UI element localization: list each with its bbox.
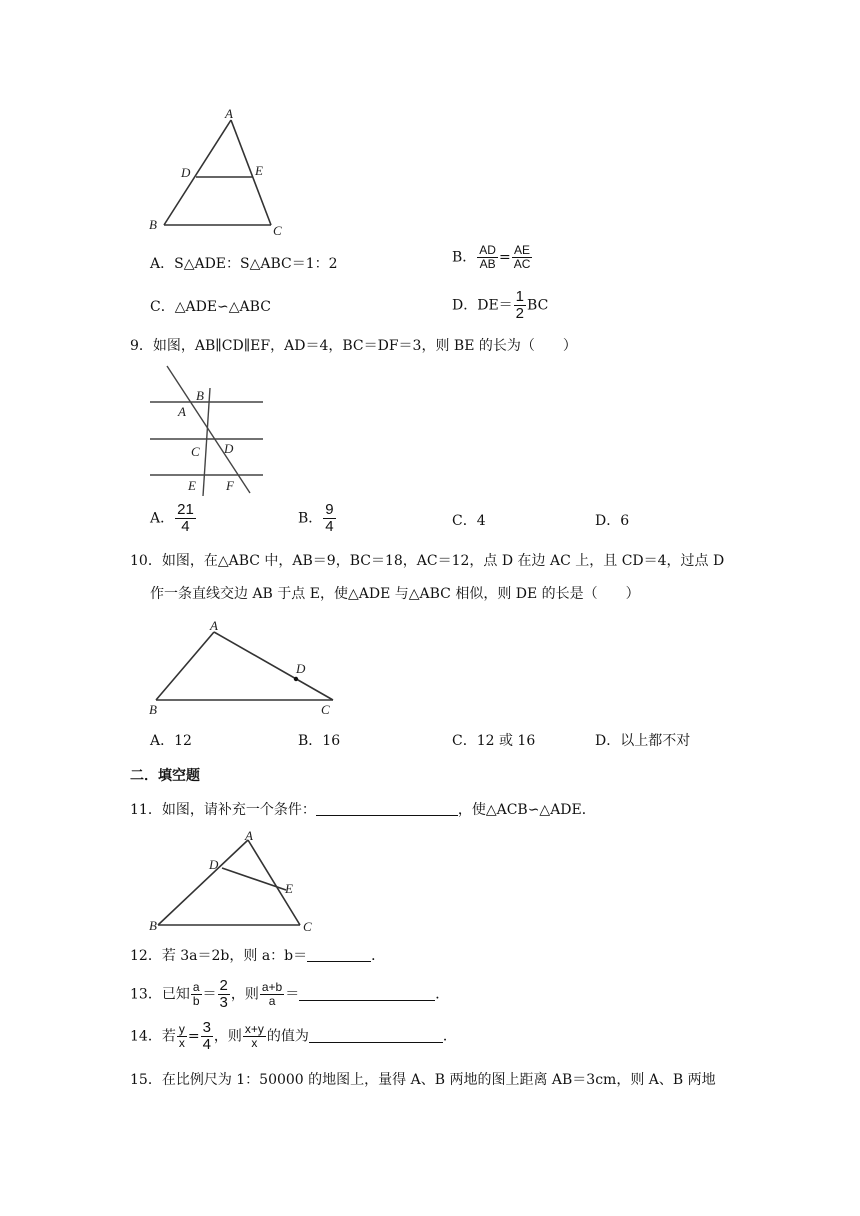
q8-figure xyxy=(140,104,290,240)
q9-option-c: C．4 xyxy=(452,513,486,529)
q10-option-d: D．以上都不对 xyxy=(595,733,691,749)
q10-label-b: B xyxy=(149,702,157,717)
q10-stem-line2: 作一条直线交边 AB 于点 E，使△ADE 与△ABC 相似，则 DE 的长是（ ） xyxy=(150,586,640,602)
q15-stem: 15．在比例尺为 1：50000 的地图上，量得 A、B 两地的图上距离 AB＝3cm，则 A、B 两地 xyxy=(130,1072,716,1088)
section-heading-fill-in: 二．填空题 xyxy=(130,768,200,784)
q9-option-b: B． $\frac{9}{4}$ xyxy=(298,501,334,535)
q10-figure xyxy=(140,616,340,722)
q14-answer-blank[interactable] xyxy=(309,1028,443,1043)
q10-label-d: D xyxy=(296,661,306,676)
q10-label-c: C xyxy=(321,702,330,717)
q12-answer-blank[interactable] xyxy=(307,947,371,962)
q9-option-a: A． $\frac{21}{4}$ xyxy=(150,501,194,535)
q10-option-b: B．16 xyxy=(298,733,341,749)
q9-label-a: A xyxy=(178,404,186,419)
q11-label-d: D xyxy=(209,857,219,872)
q13-stem: 13．已知 $\frac{a}{b}$ ＝ $\frac{2}{3}$ ，则 $\frac{a+b}{a}$ ＝ ． xyxy=(130,977,450,1011)
q11-stem: 11．如图，请补充一个条件： ，使△ACB∽△ADE． xyxy=(130,802,596,818)
q8-label-a: A xyxy=(225,106,233,121)
q8-option-a: A．S△ADE：S△ABC＝1：2 xyxy=(150,256,338,272)
q10-stem-line1: 10．如图，在△ABC 中，AB＝9，BC＝18，AC＝12，点 D 在边 AC 上，且 CD＝4，过点 D xyxy=(130,553,725,569)
q11-label-c: C xyxy=(303,919,312,934)
q9-figure xyxy=(145,362,270,498)
q8-option-b: B． $\frac{AD}{AB}$ = $\frac{AE}{AC}$ xyxy=(452,243,531,271)
q11-label-b: B xyxy=(149,918,157,933)
q10-label-a: A xyxy=(210,618,218,633)
q8-label-d: D xyxy=(181,165,191,180)
q8-option-c: C．△ADE∽△ABC xyxy=(150,299,271,315)
q9-label-b: B xyxy=(196,388,204,403)
q9-label-d: D xyxy=(224,441,234,456)
q8-label-b: B xyxy=(149,217,157,232)
q8-label-e: E xyxy=(255,163,263,178)
q13-answer-blank[interactable] xyxy=(299,986,435,1001)
q8-option-d: D．DE＝ $\frac{1}{2}$ BC xyxy=(452,288,549,322)
q9-label-c: C xyxy=(191,444,200,459)
q11-label-e: E xyxy=(285,881,293,896)
q11-answer-blank[interactable] xyxy=(316,801,458,816)
q9-label-f: F xyxy=(226,478,234,493)
q9-stem: 9．如图，AB∥CD∥EF，AD＝4，BC＝DF＝3，则 BE 的长为（ ） xyxy=(130,338,577,354)
q9-option-d: D．6 xyxy=(595,513,630,529)
q10-option-a: A．12 xyxy=(150,733,192,749)
q14-stem: 14．若 $\frac{y}{x}$ = $\frac{3}{4}$ ，则 $\frac{x+y}{x}$ 的值为 ． xyxy=(130,1019,457,1053)
q9-label-e: E xyxy=(188,478,196,493)
q11-label-a: A xyxy=(245,828,253,843)
q11-figure xyxy=(140,826,320,938)
q10-option-c: C．12 或 16 xyxy=(452,733,536,749)
q12-stem: 12．若 3a＝2b，则 a：b＝ ． xyxy=(130,948,386,964)
q8-label-c: C xyxy=(273,223,282,238)
